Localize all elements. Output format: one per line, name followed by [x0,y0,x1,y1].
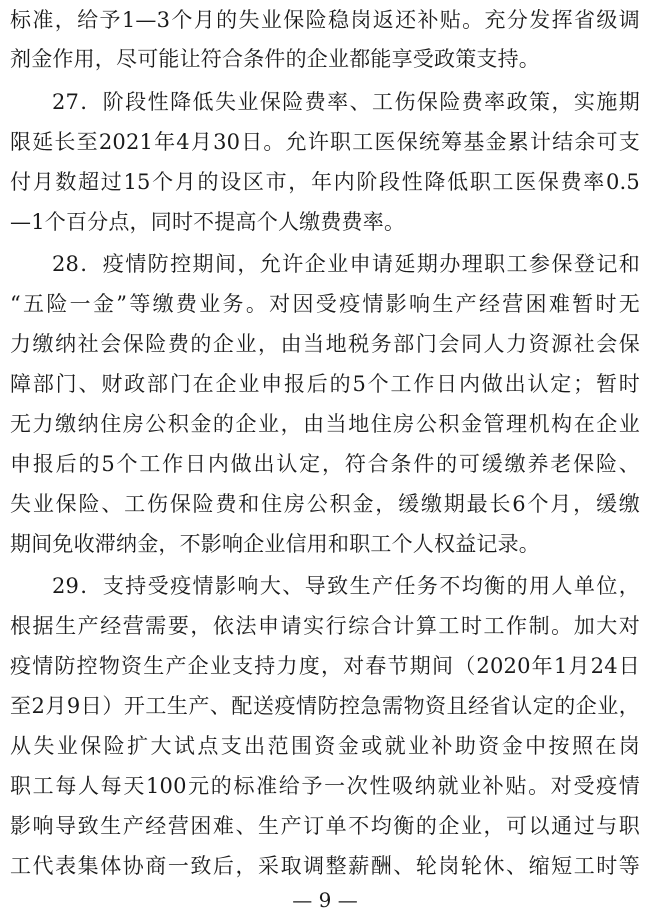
text-line-17: 疫情防控物资生产企业支持力度，对春节期间（2020年1月24日 [10,654,640,678]
text-line-8: “五险一金”等缴费业务。对因受疫情影响生产经营困难暂时无 [10,292,640,316]
text-line-18: 至2月9日）开工生产、配送疫情防控急需物资且经省认定的企业， [10,694,640,718]
text-line-4: 限延长至2021年4月30日。允许职工医保统筹基金累计结余可支 [10,130,640,154]
text-line-14: 期间免收滞纳金，不影响企业信用和职工个人权益记录。 [10,532,540,556]
text-line-3: 27．阶段性降低失业保险费率、工伤保险费率政策，实施期 [52,90,640,114]
text-line-11: 无力缴纳住房公积金的企业，由当地住房公积金管理机构在企业 [10,412,640,436]
text-line-2: 剂金作用，尽可能让符合条件的企业都能享受政策支持。 [10,47,540,71]
text-line-5: 付月数超过15个月的设区市，年内阶段性降低职工医保费率0.5 [10,170,640,194]
text-line-7: 28．疫情防控期间，允许企业申请延期办理职工参保登记和 [52,252,640,276]
text-line-21: 影响导致生产经营困难、生产订单不均衡的企业，可以通过与职 [10,814,640,838]
text-line-6: —1个百分点，同时不提高个人缴费费率。 [10,210,406,234]
text-line-22: 工代表集体协商一致后，采取调整薪酬、轮岗轮休、缩短工时等 [10,854,640,878]
text-line-15: 29．支持受疫情影响大、导致生产任务不均衡的用人单位， [52,574,640,598]
text-line-19: 从失业保险扩大试点支出范围资金或就业补助资金中按照在岗 [10,734,640,758]
page-number: — 9 — [292,888,358,912]
text-line-10: 障部门、财政部门在企业申报后的5个工作日内做出认定；暂时 [10,372,640,396]
text-line-16: 根据生产经营需要，依法申请实行综合计算工时工作制。加大对 [10,614,640,638]
text-line-12: 申报后的5个工作日内做出认定，符合条件的可缓缴养老保险、 [10,452,640,476]
text-line-13: 失业保险、工伤保险费和住房公积金，缓缴期最长6个月，缓缴 [10,492,640,516]
text-line-1: 标准，给予1—3个月的失业保险稳岗返还补贴。充分发挥省级调 [10,8,640,32]
text-line-9: 力缴纳社会保险费的企业，由当地税务部门会同人力资源社会保 [10,332,640,356]
text-line-20: 职工每人每天100元的标准给予一次性吸纳就业补贴。对受疫情 [10,774,640,798]
